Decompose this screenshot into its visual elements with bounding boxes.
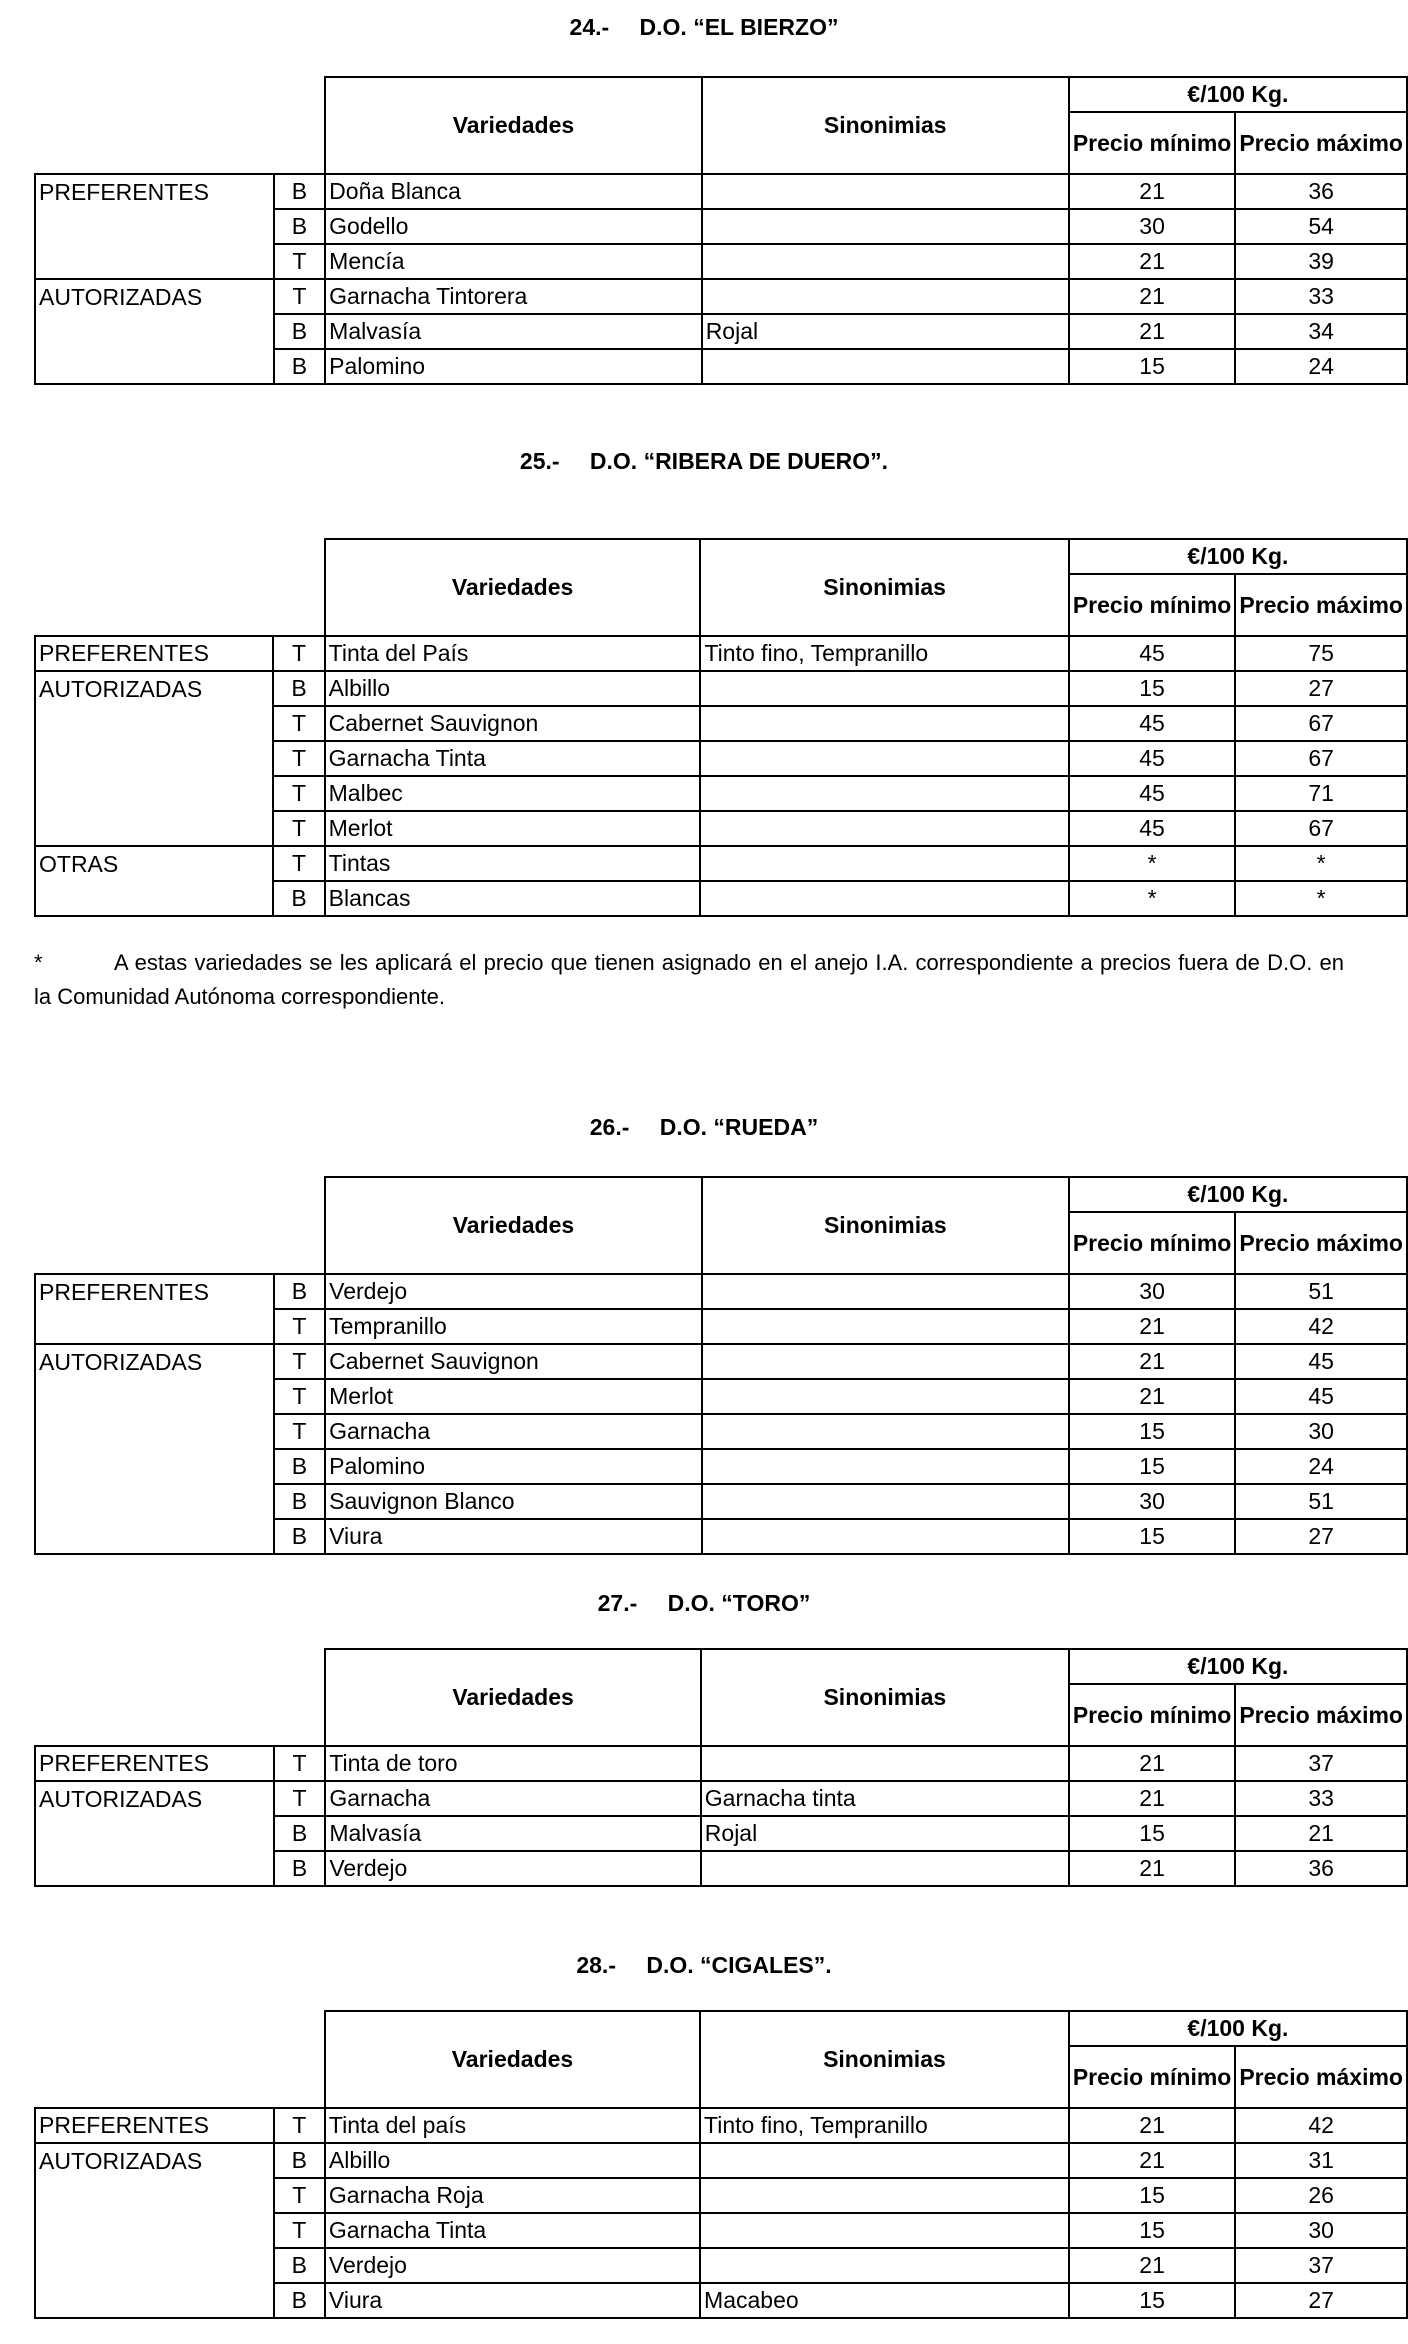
variety-name: Albillo [325,671,701,706]
table-row [35,1344,1407,1379]
variety-name: Garnacha [325,1781,700,1816]
price-min: 15 [1069,1414,1235,1449]
color-code: B [274,1274,325,1309]
synonyms [702,1519,1069,1554]
header-precio-minimo: Precio mínimo [1069,1212,1235,1274]
price-min: 15 [1069,1816,1235,1851]
section-name: D.O. “RUEDA” [659,1114,819,1140]
section-number: 24.- [569,14,610,40]
table-row [35,1519,1407,1554]
header-precio-maximo: Precio máximo [1235,1684,1407,1746]
header-variedades: Variedades [325,2011,700,2108]
group-label-cont [35,881,273,916]
synonyms: Rojal [702,314,1069,349]
variety-name: Tinta del País [325,636,701,671]
table-row [35,671,1407,706]
synonyms: Tinto fino, Tempranillo [700,636,1068,671]
section-title [0,14,1408,41]
table-row [35,811,1407,846]
price-min: 21 [1069,2248,1235,2283]
price-min: 21 [1069,2108,1235,2143]
header-sinonimias: Sinonimias [702,77,1069,174]
variety-name: Garnacha Tinta [325,741,701,776]
color-code: T [273,776,324,811]
header-precio-maximo: Precio máximo [1235,2046,1407,2108]
color-code: B [274,1449,325,1484]
price-max: 42 [1235,2108,1407,2143]
footnote [34,946,1344,1014]
price-min: 21 [1069,314,1235,349]
table-row [35,846,1407,881]
price-max: 37 [1235,1746,1407,1781]
price-min: 15 [1069,1519,1235,1554]
variety-name: Albillo [325,2143,700,2178]
header-variedades: Variedades [325,1177,702,1274]
price-min: 21 [1069,279,1235,314]
variety-name: Tempranillo [325,1309,702,1344]
header-variedades: Variedades [325,1649,700,1746]
synonyms [702,349,1069,384]
header-precio-maximo: Precio máximo [1235,1212,1407,1274]
varieties-table [34,1648,1408,1887]
varieties-table [34,76,1408,385]
group-label: PREFERENTES [35,2108,274,2143]
color-code: B [274,1816,325,1851]
variety-name: Palomino [325,1449,702,1484]
varieties-table [34,2010,1408,2319]
synonyms [702,1274,1069,1309]
price-max: 67 [1235,741,1407,776]
price-min: 15 [1069,2178,1235,2213]
synonyms [700,671,1068,706]
color-code: T [273,846,324,881]
section-name: D.O. “TORO” [667,1590,811,1616]
synonyms [700,2178,1069,2213]
color-code: T [274,1781,325,1816]
variety-name: Verdejo [325,1274,702,1309]
price-max: 67 [1235,811,1407,846]
color-code: B [274,2283,325,2318]
group-label-cont [35,2283,274,2318]
variety-name: Garnacha Roja [325,2178,700,2213]
synonyms [700,741,1068,776]
table-row [35,2248,1407,2283]
synonyms [702,244,1069,279]
price-min: 21 [1069,174,1235,209]
synonyms [702,174,1069,209]
group-label-cont [35,2213,274,2248]
variety-name: Garnacha Tintorera [325,279,702,314]
price-max: 30 [1235,1414,1407,1449]
group-label-cont [35,2178,274,2213]
price-max: 26 [1235,2178,1407,2213]
price-min: 15 [1069,2283,1235,2318]
section-title [0,1952,1408,1979]
table-row [35,1781,1407,1816]
price-min: 15 [1069,671,1235,706]
color-code: B [274,209,325,244]
synonyms [701,1746,1069,1781]
table-row [35,2143,1407,2178]
variety-name: Verdejo [325,2248,700,2283]
price-min: 30 [1069,1484,1235,1519]
synonyms [700,2248,1069,2283]
header-precio-minimo: Precio mínimo [1069,574,1235,636]
price-min: 21 [1069,1344,1235,1379]
color-code: T [273,811,324,846]
price-max: 27 [1235,2283,1407,2318]
table-row [35,1449,1407,1484]
variety-name: Mencía [325,244,702,279]
synonyms [700,846,1068,881]
price-min: 45 [1069,811,1235,846]
color-code: B [274,1851,325,1886]
table-row [35,349,1407,384]
color-code: T [274,1746,325,1781]
price-min: 21 [1069,2143,1235,2178]
group-label: AUTORIZADAS [35,1344,274,1379]
table-row [35,2283,1407,2318]
header-sinonimias: Sinonimias [700,539,1068,636]
header-price-group: €/100 Kg. [1069,1649,1407,1684]
synonyms [702,1449,1069,1484]
section-title [0,448,1408,475]
price-max: 42 [1235,1309,1407,1344]
header-variedades: Variedades [325,77,702,174]
table-row [35,1851,1407,1886]
group-label: PREFERENTES [35,636,273,671]
table-row [35,1746,1407,1781]
price-min: 21 [1069,1781,1235,1816]
price-max: 71 [1235,776,1407,811]
table-row [35,706,1407,741]
group-label-cont [35,209,274,244]
price-max: 27 [1235,1519,1407,1554]
group-label: AUTORIZADAS [35,2143,274,2178]
color-code: T [274,1414,325,1449]
group-label: AUTORIZADAS [35,279,274,314]
price-min: 21 [1069,1851,1235,1886]
section-name: D.O. “CIGALES”. [646,1952,832,1978]
price-max: 51 [1235,1484,1407,1519]
section-number: 25.- [519,448,560,474]
group-label-cont [35,1519,274,1554]
table-row [35,279,1407,314]
header-price-group: €/100 Kg. [1069,1177,1407,1212]
color-code: B [274,174,325,209]
section-number: 26.- [589,1114,630,1140]
synonyms [700,2143,1069,2178]
color-code: T [274,2213,325,2248]
header-sinonimias: Sinonimias [700,2011,1069,2108]
group-label-cont [35,1414,274,1449]
variety-name: Sauvignon Blanco [325,1484,702,1519]
group-label: PREFERENTES [35,1274,274,1309]
table-row [35,1379,1407,1414]
variety-name: Garnacha [325,1414,702,1449]
price-max: 33 [1235,279,1407,314]
varieties-table [34,1176,1408,1555]
price-max: 39 [1235,244,1407,279]
table-row [35,2178,1407,2213]
footnote-marker: * [34,950,43,975]
price-max: 36 [1235,174,1407,209]
price-max: 45 [1235,1344,1407,1379]
price-min: 45 [1069,741,1235,776]
table-row [35,2213,1407,2248]
color-code: B [274,314,325,349]
group-label-cont [35,1816,274,1851]
section-name: D.O. “RIBERA DE DUERO”. [589,448,889,474]
group-label-cont [35,349,274,384]
price-max: 27 [1235,671,1407,706]
price-min: 45 [1069,776,1235,811]
variety-name: Viura [325,2283,700,2318]
table-row [35,209,1407,244]
group-label-cont [35,1309,274,1344]
variety-name: Verdejo [325,1851,700,1886]
price-min: 30 [1069,209,1235,244]
section-title [0,1590,1408,1617]
varieties-table [34,538,1408,917]
price-max: 75 [1235,636,1407,671]
variety-name: Merlot [325,1379,702,1414]
price-max: 30 [1235,2213,1407,2248]
group-label-cont [35,1484,274,1519]
color-code: B [273,671,324,706]
group-label: OTRAS [35,846,273,881]
variety-name: Tinta de toro [325,1746,700,1781]
group-label: PREFERENTES [35,174,274,209]
color-code: T [274,2178,325,2213]
synonyms [702,1379,1069,1414]
color-code: T [274,1379,325,1414]
group-label: AUTORIZADAS [35,1781,274,1816]
synonyms: Rojal [701,1816,1069,1851]
table-row [35,2108,1407,2143]
color-code: B [274,2248,325,2283]
price-max: 54 [1235,209,1407,244]
table-row [35,1484,1407,1519]
group-label: AUTORIZADAS [35,671,273,706]
price-max: 34 [1235,314,1407,349]
price-min: 21 [1069,244,1235,279]
variety-name: Tintas [325,846,701,881]
color-code: B [274,1519,325,1554]
table-row [35,881,1407,916]
synonyms [702,279,1069,314]
header-precio-maximo: Precio máximo [1235,112,1407,174]
variety-name: Palomino [325,349,702,384]
price-min: 15 [1069,2213,1235,2248]
variety-name: Malvasía [325,1816,700,1851]
header-price-group: €/100 Kg. [1069,77,1407,112]
synonyms [700,2213,1069,2248]
variety-name: Merlot [325,811,701,846]
section-title [0,1114,1408,1141]
synonyms [702,1484,1069,1519]
synonyms [700,811,1068,846]
section-name: D.O. “EL BIERZO” [639,14,839,40]
group-label-cont [35,811,273,846]
section-number: 28.- [576,1952,616,1978]
table-row [35,174,1407,209]
footnote-text: A estas variedades se les aplicará el precio que tienen asignado en el anejo I.A. correspondiente a precios fuera de D.O. en la Comunidad Autónoma correspondiente. [34,950,1344,1009]
synonyms: Tinto fino, Tempranillo [700,2108,1069,2143]
synonyms [700,706,1068,741]
price-min: * [1069,881,1235,916]
header-sinonimias: Sinonimias [701,1649,1069,1746]
table-row [35,1274,1407,1309]
color-code: T [274,2108,325,2143]
header-variedades: Variedades [325,539,701,636]
header-price-group: €/100 Kg. [1069,2011,1407,2046]
synonyms: Macabeo [700,2283,1069,2318]
table-row [35,636,1407,671]
variety-name: Doña Blanca [325,174,702,209]
color-code: T [274,279,325,314]
synonyms [701,1851,1069,1886]
price-min: 21 [1069,1309,1235,1344]
variety-name: Malvasía [325,314,702,349]
group-label-cont [35,1379,274,1414]
price-max: * [1235,846,1407,881]
table-row [35,1309,1407,1344]
header-precio-minimo: Precio mínimo [1069,1684,1235,1746]
group-label: PREFERENTES [35,1746,274,1781]
price-max: 67 [1235,706,1407,741]
price-max: 21 [1235,1816,1407,1851]
variety-name: Cabernet Sauvignon [325,706,701,741]
color-code: T [273,636,324,671]
price-max: 37 [1235,2248,1407,2283]
table-row [35,314,1407,349]
table-row [35,741,1407,776]
table-row [35,244,1407,279]
variety-name: Godello [325,209,702,244]
price-min: 45 [1069,636,1235,671]
color-code: B [274,1484,325,1519]
price-max: * [1235,881,1407,916]
synonyms [702,1414,1069,1449]
color-code: B [273,881,324,916]
color-code: T [274,1344,325,1379]
group-label-cont [35,244,274,279]
group-label-cont [35,741,273,776]
header-precio-minimo: Precio mínimo [1069,112,1235,174]
table-row [35,776,1407,811]
header-precio-maximo: Precio máximo [1235,574,1407,636]
price-max: 36 [1235,1851,1407,1886]
price-max: 51 [1235,1274,1407,1309]
price-min: * [1069,846,1235,881]
color-code: T [273,706,324,741]
price-min: 45 [1069,706,1235,741]
price-max: 24 [1235,1449,1407,1484]
header-price-group: €/100 Kg. [1069,539,1407,574]
variety-name: Garnacha Tinta [325,2213,700,2248]
variety-name: Malbec [325,776,701,811]
price-min: 15 [1069,1449,1235,1484]
color-code: B [274,2143,325,2178]
price-max: 24 [1235,349,1407,384]
table-row [35,1414,1407,1449]
group-label-cont [35,706,273,741]
price-min: 30 [1069,1274,1235,1309]
group-label-cont [35,2248,274,2283]
variety-name: Cabernet Sauvignon [325,1344,702,1379]
variety-name: Blancas [325,881,701,916]
price-max: 45 [1235,1379,1407,1414]
header-sinonimias: Sinonimias [702,1177,1069,1274]
section-number: 27.- [597,1590,638,1616]
group-label-cont [35,776,273,811]
group-label-cont [35,1851,274,1886]
header-precio-minimo: Precio mínimo [1069,2046,1235,2108]
variety-name: Viura [325,1519,702,1554]
group-label-cont [35,314,274,349]
synonyms [700,881,1068,916]
synonyms [702,1309,1069,1344]
color-code: T [274,244,325,279]
color-code: B [274,349,325,384]
color-code: T [274,1309,325,1344]
synonyms [702,1344,1069,1379]
synonyms [700,776,1068,811]
price-min: 21 [1069,1379,1235,1414]
price-max: 33 [1235,1781,1407,1816]
group-label-cont [35,1449,274,1484]
table-row [35,1816,1407,1851]
variety-name: Tinta del país [325,2108,700,2143]
price-min: 15 [1069,349,1235,384]
synonyms: Garnacha tinta [701,1781,1069,1816]
synonyms [702,209,1069,244]
color-code: T [273,741,324,776]
price-min: 21 [1069,1746,1235,1781]
price-max: 31 [1235,2143,1407,2178]
